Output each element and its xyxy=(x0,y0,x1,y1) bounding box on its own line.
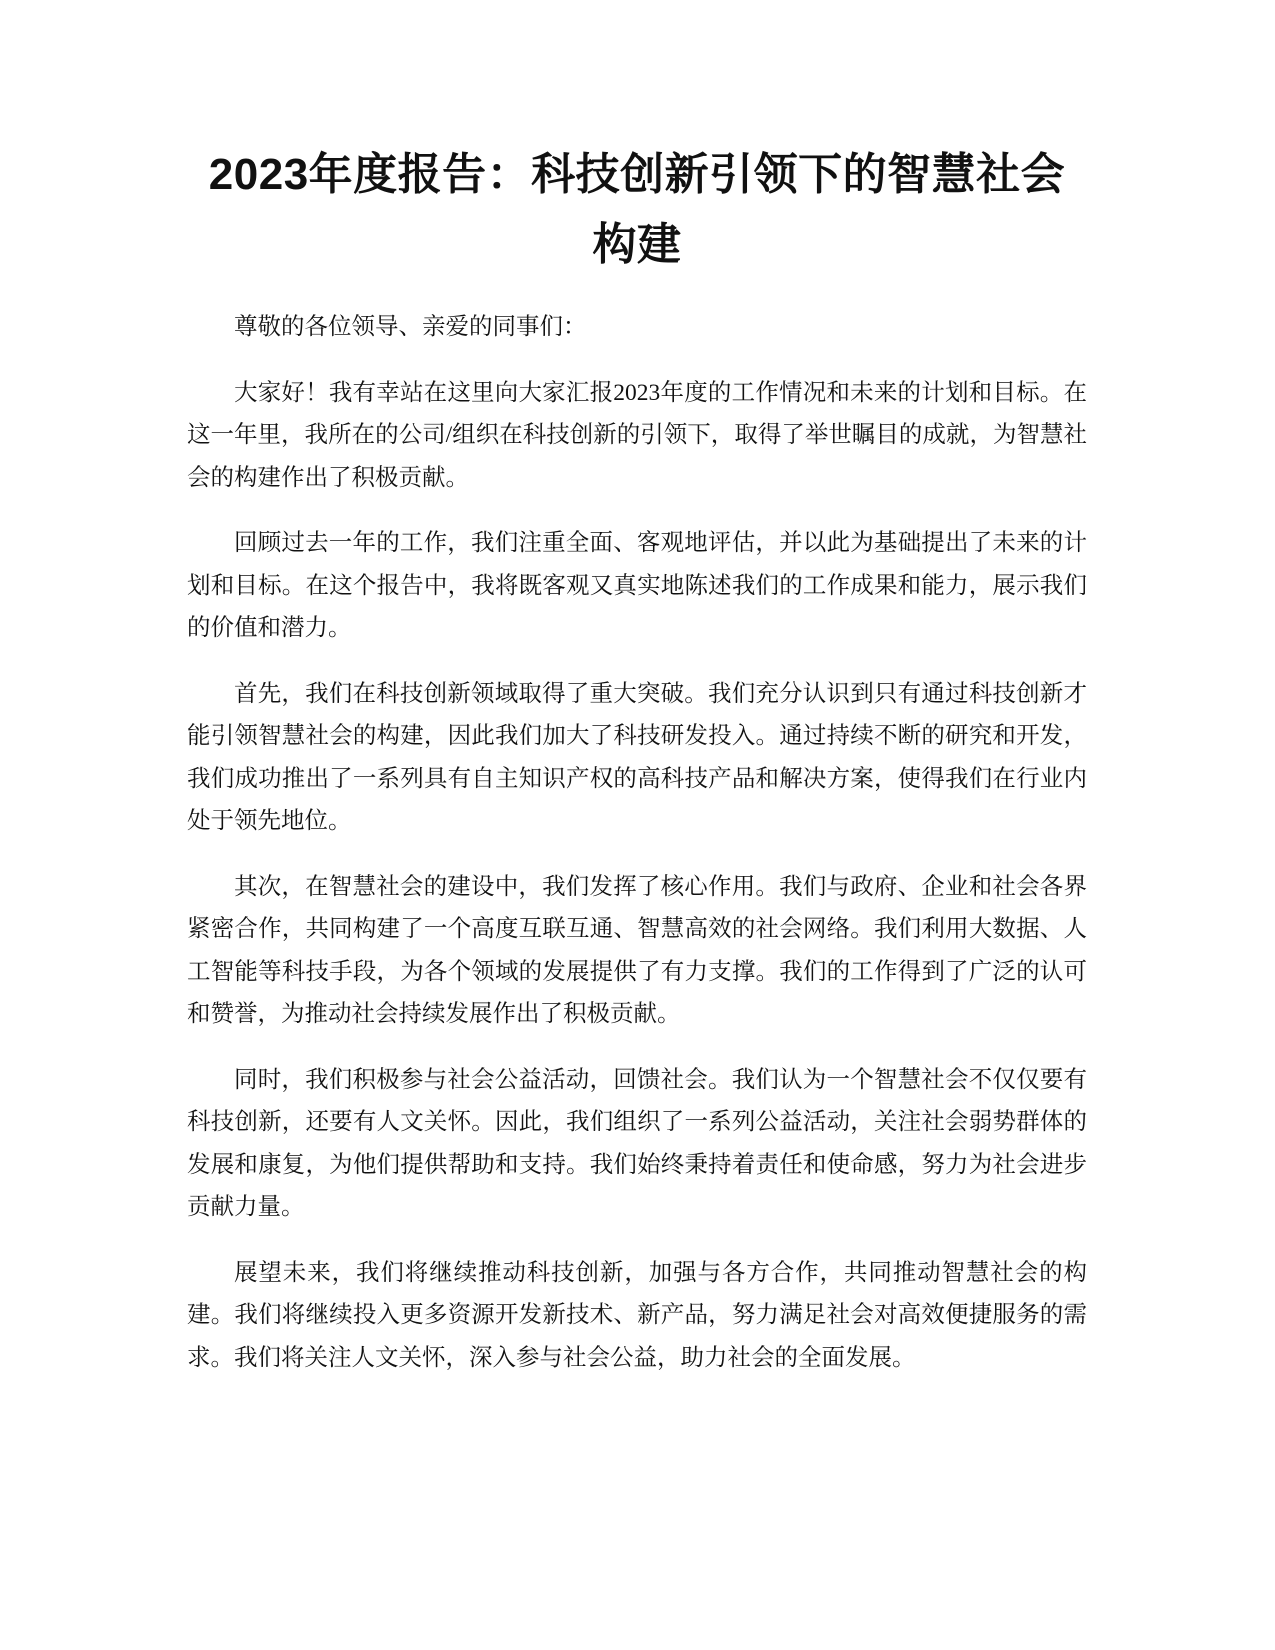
paragraph-intro: 大家好！我有幸站在这里向大家汇报2023年度的工作情况和未来的计划和目标。在这一年里，我所在的公司/组织在科技创新的引领下，取得了举世瞩目的成就，为智慧社会的构建作出了积极贡献。 xyxy=(187,379,1087,491)
paragraph-outlook: 展望未来，我们将继续推动科技创新，加强与各方合作，共同推动智慧社会的构建。我们将继续投入更多资源开发新技术、新产品，努力满足社会对高效便捷服务的需求。我们将关注人文关怀，深入参与社会公益，助力社会的全面发展。 xyxy=(187,1259,1087,1371)
paragraph-review: 回顾过去一年的工作，我们注重全面、客观地评估，并以此为基础提出了未来的计划和目标。在这个报告中，我将既客观又真实地陈述我们的工作成果和能力，展示我们的价值和潜力。 xyxy=(187,530,1087,641)
document-page xyxy=(187,140,1087,1402)
document-title: 2023年度报告：科技创新引领下的智慧社会构建 xyxy=(208,150,1066,269)
salutation: 尊敬的各位领导、亲爱的同事们： xyxy=(234,314,587,340)
paragraph-smart-society: 其次，在智慧社会的建设中，我们发挥了核心作用。我们与政府、企业和社会各界紧密合作，共同构建了一个高度互联互通、智慧高效的社会网络。我们利用大数据、人工智能等科技手段，为各个领域的发展提供了有力支撑。我们的工作得到了广泛的认可和赞誉，为推动社会持续发展作出了积极贡献。 xyxy=(187,873,1087,1027)
paragraph-innovation: 首先，我们在科技创新领域取得了重大突破。我们充分认识到只有通过科技创新才能引领智慧社会的构建，因此我们加大了科技研发投入。通过持续不断的研究和开发，我们成功推出了一系列具有自主知识产权的高科技产品和解决方案，使得我们在行业内处于领先地位。 xyxy=(187,680,1087,834)
paragraph-public-welfare: 同时，我们积极参与社会公益活动，回馈社会。我们认为一个智慧社会不仅仅要有科技创新，还要有人文关怀。因此，我们组织了一系列公益活动，关注社会弱势群体的发展和康复，为他们提供帮助和支持。我们始终秉持着责任和使命感，努力为社会进步贡献力量。 xyxy=(187,1066,1087,1220)
